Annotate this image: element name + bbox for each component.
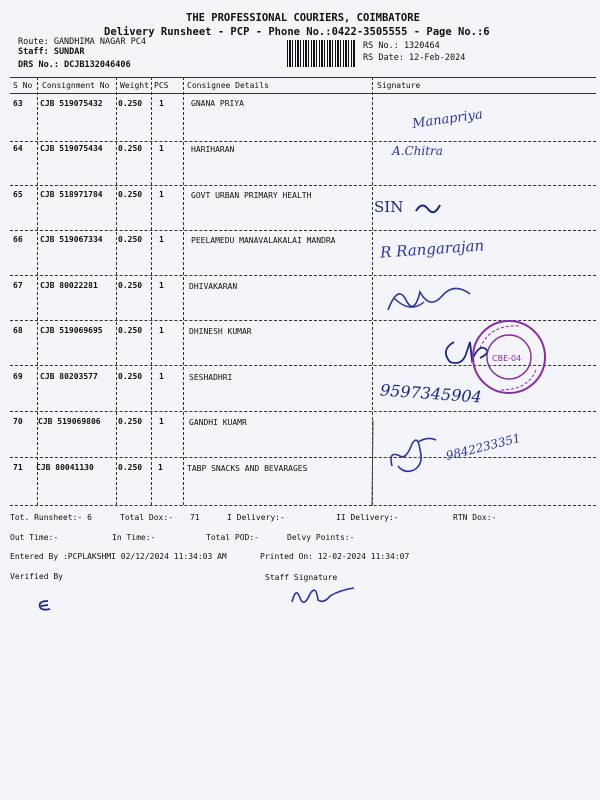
entered-by: Entered By :PCPLAKSHMI 02/12/2024 11:34:03 AM xyxy=(10,552,227,561)
row-consignee: HARIHARAN xyxy=(191,145,235,154)
row-pcs: 1 xyxy=(159,99,164,108)
row-consignee: SESHADHRI xyxy=(189,373,233,382)
signature-handwritten: SIN xyxy=(374,198,404,216)
col-consignee: Consignee Details xyxy=(187,81,269,90)
row-consignee: GOVT URBAN PRIMARY HEALTH xyxy=(191,191,312,200)
row-weight: 0.250 xyxy=(118,190,143,199)
total-dox-label: Total Dox:- xyxy=(120,513,173,522)
row-consignment: CJB 519069695 xyxy=(40,326,103,335)
drs-number: DRS No.: DCJB132046406 xyxy=(18,60,131,70)
printed-on: Printed On: 12-02-2024 11:34:07 xyxy=(260,552,410,561)
row-divider xyxy=(10,457,596,458)
col-consignment: Consignment No xyxy=(42,81,110,90)
row-divider xyxy=(10,141,596,142)
row-consignment: CJB 519075434 xyxy=(40,144,103,153)
row-pcs: 1 xyxy=(159,281,164,290)
row-sno: 66 xyxy=(13,235,23,244)
row-sno: 68 xyxy=(13,326,23,335)
row-pcs: 1 xyxy=(159,235,164,244)
rs-date: RS Date: 12-Feb-2024 xyxy=(363,53,466,63)
row-weight: 0.250 xyxy=(118,463,143,472)
row-weight: 0.250 xyxy=(118,281,143,290)
row-sno: 67 xyxy=(13,281,23,290)
row-consignment: CJB 519067334 xyxy=(40,235,103,244)
row-weight: 0.250 xyxy=(118,144,143,153)
ii-delivery: II Delivery:- xyxy=(336,513,399,522)
row-weight: 0.250 xyxy=(118,326,143,335)
rtn-dox: RTN Dox:- xyxy=(453,513,497,522)
staff-text: Staff: SUNDAR xyxy=(18,47,85,57)
company-title: THE PROFESSIONAL COURIERS, COIMBATORE xyxy=(186,12,420,24)
pen-stroke xyxy=(368,418,378,508)
out-time: Out Time:- xyxy=(10,533,59,542)
signature-handwritten: 9842233351 xyxy=(444,430,522,464)
col-pcs: PCS xyxy=(154,81,169,90)
row-weight: 0.250 xyxy=(118,417,143,426)
row-pcs: 1 xyxy=(159,417,164,426)
row-consignment: CJB 519075432 xyxy=(40,99,103,108)
row-consignee: DHIVAKARAN xyxy=(189,282,238,291)
row-weight: 0.250 xyxy=(118,99,143,108)
signature-scribble xyxy=(414,199,442,215)
total-pod: Total POD:- xyxy=(206,533,259,542)
rs-number: RS No.: 1320464 xyxy=(363,41,440,51)
row-pcs: 1 xyxy=(159,372,164,381)
header-bottom-rule xyxy=(10,93,596,94)
runsheet-title: Delivery Runsheet - PCP - Phone No.:0422-3505555 - Page No.:6 xyxy=(104,26,490,38)
row-consignment: CJB 80041130 xyxy=(36,463,94,472)
company-seal-stamp xyxy=(470,318,548,396)
route-text: Route: GANDHIMA NAGAR PC4 xyxy=(18,37,146,47)
signature-handwritten: Manapriya xyxy=(411,107,484,132)
row-consignee: GANDHI KUAMR xyxy=(189,418,247,427)
staff-signature-label: Staff Signature xyxy=(265,573,338,582)
row-divider xyxy=(10,411,596,412)
signature-scribble xyxy=(384,430,444,478)
signature-handwritten: 9597345904 xyxy=(379,380,483,407)
signature-scribble xyxy=(380,280,475,322)
staff-signature-scribble xyxy=(288,582,358,610)
total-dox-value: 71 xyxy=(190,513,200,522)
row-weight: 0.250 xyxy=(118,372,143,381)
row-pcs: 1 xyxy=(158,463,163,472)
row-consignee: PEELAMEDU MANAVALAKALAI MANDRA xyxy=(191,236,336,245)
row-divider xyxy=(10,230,596,231)
tot-runsheet: Tot. Runsheet:- 6 xyxy=(10,513,92,522)
signature-handwritten: R Rangarajan xyxy=(379,236,485,262)
row-consignment: CJB 518971784 xyxy=(40,190,103,199)
verified-initial-mark xyxy=(36,597,54,613)
row-sno: 70 xyxy=(13,417,23,426)
row-consignee: GNANA PRIYA xyxy=(191,99,244,108)
row-sno: 71 xyxy=(13,463,23,472)
row-consignee: TABP SNACKS AND BEVARAGES xyxy=(187,464,308,473)
col-sno: S No xyxy=(13,81,33,90)
col-signature: Signature xyxy=(377,81,421,90)
row-pcs: 1 xyxy=(159,326,164,335)
table-bottom-rule xyxy=(10,505,596,506)
row-sno: 69 xyxy=(13,372,23,381)
i-delivery: I Delivery:- xyxy=(227,513,285,522)
row-sno: 64 xyxy=(13,144,23,153)
delvy-points: Delvy Points:- xyxy=(287,533,355,542)
signature-handwritten: A.Chitra xyxy=(392,144,443,158)
row-consignment: CJB 519069806 xyxy=(38,417,101,426)
row-weight: 0.250 xyxy=(118,235,143,244)
row-consignment: CJB 80022281 xyxy=(40,281,98,290)
verified-by: Verified By xyxy=(10,572,63,581)
in-time: In Time:- xyxy=(112,533,156,542)
svg-text:CBE-04: CBE-04 xyxy=(492,354,522,363)
row-consignment: CJB 80203577 xyxy=(40,372,98,381)
header-top-rule xyxy=(10,77,596,78)
col-weight: Weight xyxy=(120,81,149,90)
row-pcs: 1 xyxy=(159,190,164,199)
row-consignee: DHINESH KUMAR xyxy=(189,327,252,336)
barcode-image xyxy=(287,40,355,67)
row-divider xyxy=(10,185,596,186)
row-pcs: 1 xyxy=(159,144,164,153)
row-sno: 65 xyxy=(13,190,23,199)
row-divider xyxy=(10,275,596,276)
row-sno: 63 xyxy=(13,99,23,108)
